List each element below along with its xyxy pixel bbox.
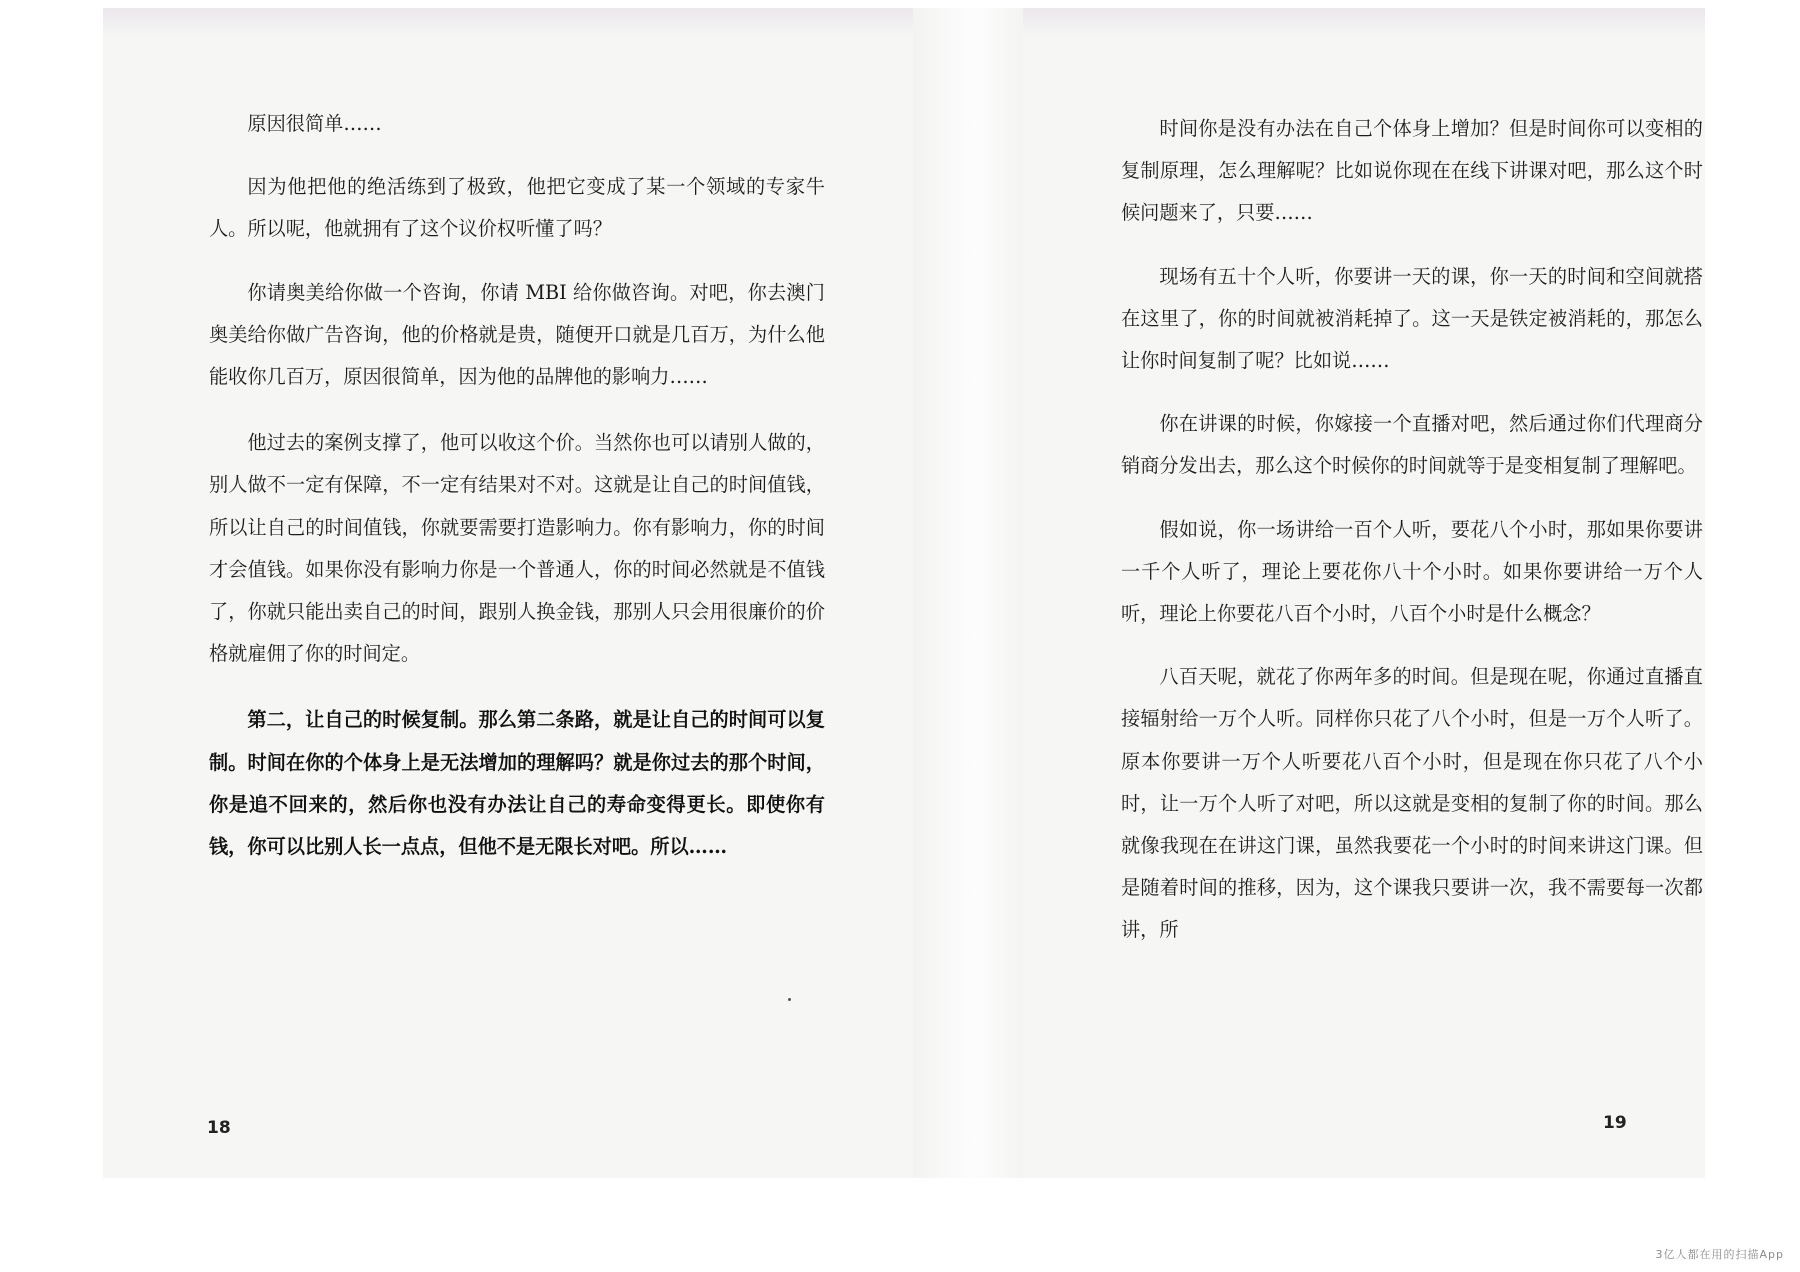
paragraph: 你在讲课的时候，你嫁接一个直播对吧，然后通过你们代理商分销商分发出去，那么这个时候你的时间就等于是变相复制了理解吧。: [1121, 412, 1703, 478]
scanned-book-spread: [103, 8, 1705, 1178]
paragraph: 八百天呢，就花了你两年多的时间。但是现在呢，你通过直播直接辐射给一万个人听。同样你只花了八个小时，但是一万个人听了。原本你要讲一万个人听要花八百个小时，但是现在你只花了八个小时，让一万个人听了对吧，所以这就是变相的复制了你的时间。那么就像我现在在讲这门课，虽然我要花一个小时的时间来讲这门课。但是随着时间的推移，因为，这个课我只要讲一次，我不需要每一次都讲，所: [1121, 665, 1703, 942]
paragraph: 假如说，你一场讲给一百个人听，要花八个小时，那如果你要讲一千个人听了，理论上要花你八十个小时。如果你要讲给一万个人听，理论上你要花八百个小时，八百个小时是什么概念？: [1121, 517, 1703, 626]
paragraph: 现场有五十个人听，你要讲一天的课，你一天的时间和空间就搭在这里了，你的时间就被消耗掉了。这一天是铁定被消耗的，那怎么让你时间复制了呢？比如说……: [1121, 264, 1703, 373]
scan-speck: [788, 998, 791, 1001]
paragraph: 时间你是没有办法在自己个体身上增加？但是时间你可以变相的复制原理，怎么理解呢？比如说你现在在线下讲课对吧，那么这个时候问题来了，只要……: [1121, 117, 1703, 225]
scanner-app-watermark: 3亿人都在用的扫描App: [1655, 1248, 1784, 1261]
paragraph: 原因很简单……: [247, 112, 382, 135]
paragraph: 因为他把他的绝活练到了极致，他把它变成了某一个领域的专家牛人。所以呢，他就拥有了这个议价权听懂了吗？: [209, 175, 825, 241]
right-page: [1023, 8, 1705, 1178]
left-page: [103, 8, 913, 1178]
book-gutter: [913, 8, 1023, 1178]
page-number-left: 18: [207, 1118, 231, 1138]
paragraph: 他过去的案例支撑了，他可以收这个价。当然你也可以请别人做的，别人做不一定有保障，不一定有结果对不对。这就是让自己的时间值钱，所以让自己的时间值钱，你就要需要打造影响力。你有影响力，你的时间才会值钱。如果你没有影响力你是一个普通人，你的时间必然就是不值钱了，你就只能出卖自己的时间，跟别人换金钱，那别人只会用很廉价的价格就雇佣了你的时间定。: [209, 431, 825, 666]
page-number-right: 19: [1603, 1113, 1627, 1133]
section-paragraph: 第二，让自己的时候复制。那么第二条路，就是让自己的时间可以复制。时间在你的个体身上是无法增加的理解吗？就是你过去的那个时间，你是追不回来的，然后你也没有办法让自己的寿命变得更长。即使你有钱，你可以比别人长一点点，但他不是无限长对吧。所以……: [209, 708, 825, 859]
right-page-text: [1121, 108, 1703, 952]
paragraph: 你请奥美给你做一个咨询，你请 MBI 给你做咨询。对吧，你去澳门奥美给你做广告咨询，他的价格就是贵，随便开口就是几百万，为什么他能收你几百万，原因很简单，因为他的品牌他的影响力……: [209, 280, 825, 389]
left-page-text: [209, 103, 825, 868]
